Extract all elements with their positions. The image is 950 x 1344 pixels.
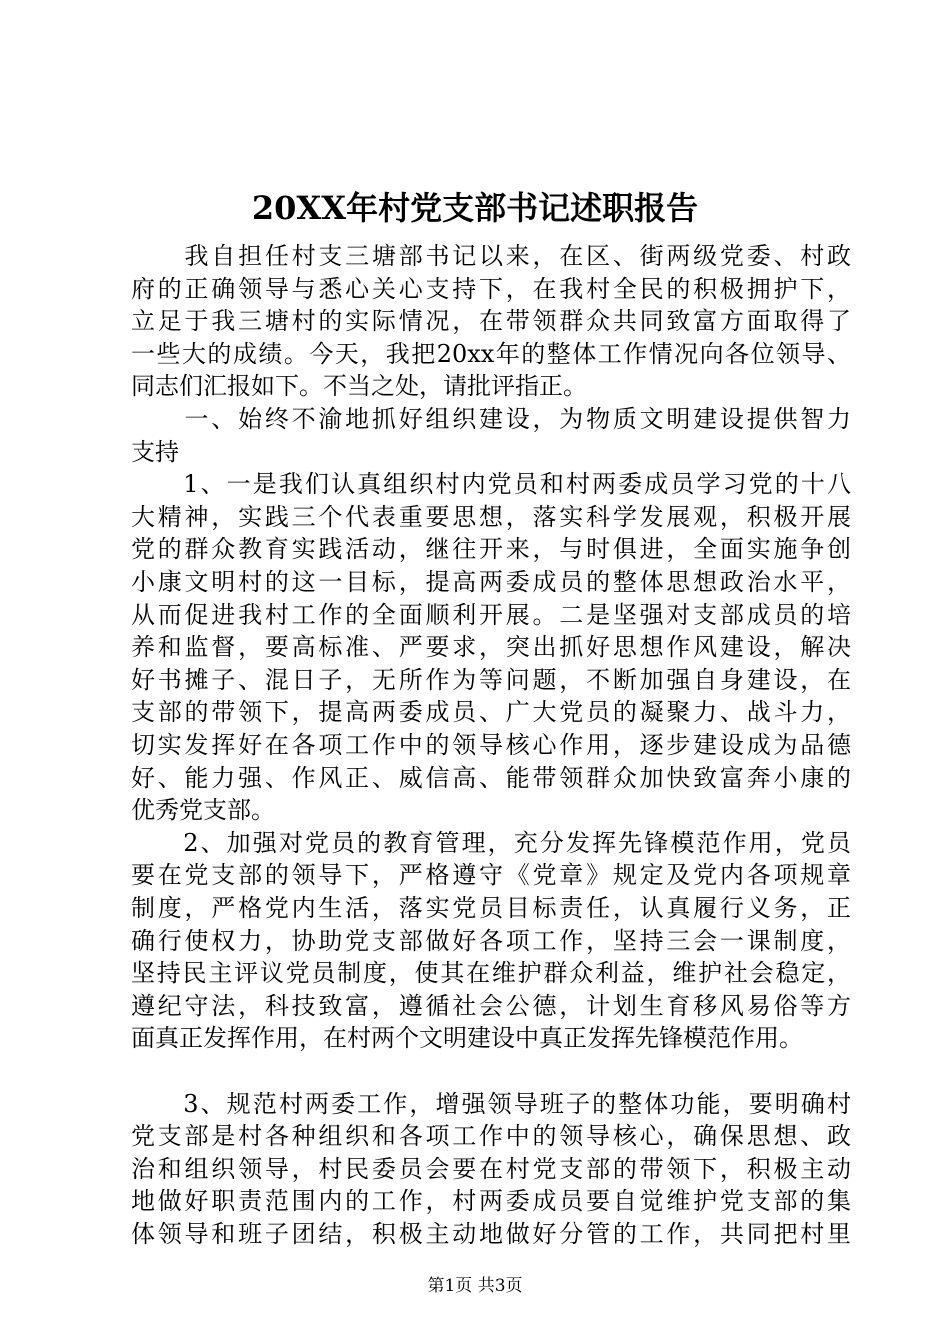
- body-line: 从而促进我村工作的全面顺利开展。二是坚强对支部成员的培: [131, 600, 851, 629]
- body-line: 制度，严格党内生活，落实党员目标责任，认真履行义务，正: [131, 894, 851, 922]
- body-line: 小康文明村的这一目标，提高两委成员的整体思想政治水平，: [131, 568, 851, 596]
- body-line: 党支部是村各种组织和各项工作中的领导核心，确保思想、政: [131, 1122, 851, 1151]
- body-line: 面真正发挥作用，在村两个文明建设中真正发挥先锋模范作用。: [131, 1024, 803, 1053]
- body-line: 要在党支部的领导下，严格遵守《党章》规定及党内各项规章: [131, 861, 851, 890]
- body-line: 支持: [131, 437, 179, 466]
- body-line: 支部的带领下，提高两委成员、广大党员的凝聚力、战斗力，: [131, 698, 851, 727]
- body-line: [131, 1055, 851, 1087]
- body-line: 同志们汇报如下。不当之处，请批评指正。: [131, 372, 587, 401]
- body-line: 养和监督，要高标准、严要求，突出抓好思想作风建设，解决: [131, 633, 851, 662]
- body-line: 好书摊子、混日子，无所作为等问题，不断加强自身建设，在: [131, 665, 851, 694]
- body-line: 府的正确领导与悉心关心支持下，在我村全民的积极拥护下，: [131, 274, 851, 303]
- body-line: 一些大的成绩。今天，我把20xx年的整体工作情况向各位领导、: [131, 339, 851, 368]
- body-line: 优秀党支部。: [131, 796, 275, 825]
- body-line: 2、加强对党员的教育管理，充分发挥先锋模范作用，党员: [131, 828, 851, 857]
- body-line: 遵纪守法，科技致富，遵循社会公德，计划生育移风易俗等方: [131, 991, 851, 1020]
- body-line: 我自担任村支三塘部书记以来，在区、街两级党委、村政: [131, 242, 851, 270]
- body-line: 1、一是我们认真组织村内党员和村两委成员学习党的十八: [131, 470, 851, 499]
- body-line: 坚持民主评议党员制度，使其在维护群众利益，维护社会稳定，: [131, 959, 851, 988]
- body-line: 立足于我三塘村的实际情况，在带领群众共同致富方面取得了: [131, 307, 851, 336]
- body-line: 地做好职责范围内的工作，村两委成员要自觉维护党支部的集: [131, 1187, 851, 1216]
- document-title: 20XX年村党支部书记述职报告: [251, 189, 699, 227]
- body-line: 好、能力强、作风正、威信高、能带领群众加快致富奔小康的: [131, 763, 851, 792]
- body-line: 体领导和班子团结，积极主动地做好分管的工作，共同把村里: [131, 1220, 851, 1248]
- page-footer: 第1页 共3页: [427, 1276, 523, 1296]
- body-line: 确行使权力，协助党支部做好各项工作，坚持三会一课制度，: [131, 926, 851, 955]
- body-line: 一、始终不渝地抓好组织建设，为物质文明建设提供智力: [131, 405, 851, 433]
- body-line: 治和组织领导，村民委员会要在村党支部的带领下，积极主动: [131, 1154, 851, 1183]
- body-line: 党的群众教育实践活动，继往开来，与时俱进，全面实施争创: [131, 535, 851, 564]
- body-line: 3、规范村两委工作，增强领导班子的整体功能，要明确村: [131, 1089, 851, 1118]
- body-line: 大精神，实践三个代表重要思想，落实科学发展观，积极开展: [131, 502, 851, 531]
- body-line: 切实发挥好在各项工作中的领导核心作用，逐步建设成为品德: [131, 731, 851, 759]
